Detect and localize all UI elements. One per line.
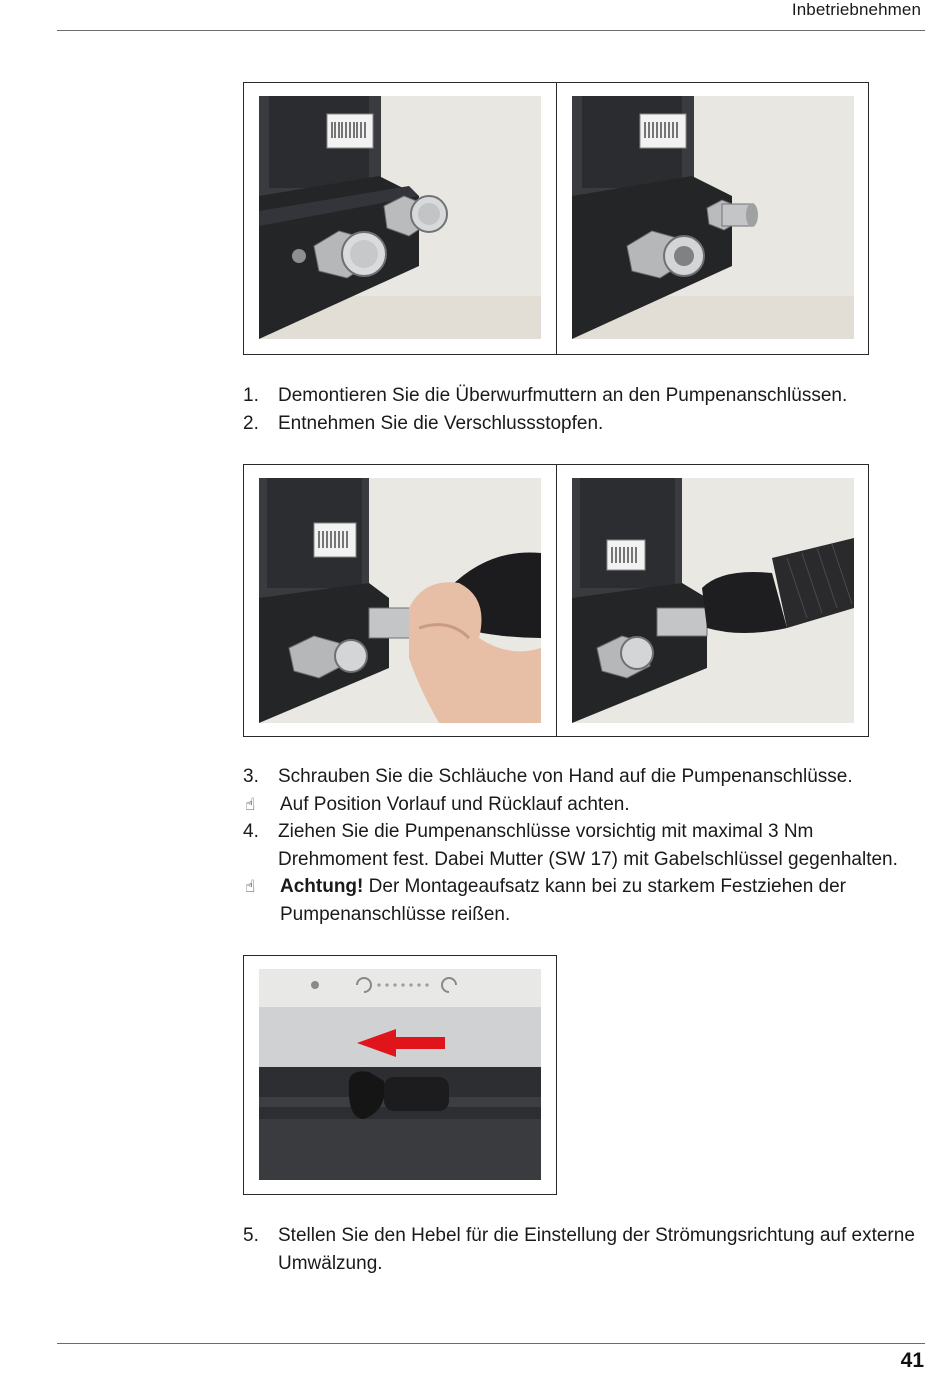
figure-2-right — [556, 465, 868, 736]
step-number: 1. — [243, 385, 259, 406]
figure-2-left — [244, 465, 556, 736]
step-text-line-1: Stellen Sie den Hebel für die Einstellung der Strömungsrichtung auf externe — [278, 1225, 915, 1246]
steps-block-3 — [243, 1222, 923, 1277]
photo-hose-hand-screw — [259, 478, 541, 723]
warning-label: Achtung! — [280, 876, 364, 897]
step-number: 2. — [243, 412, 259, 434]
figure-2 — [243, 464, 869, 737]
step-text: Entnehmen Sie die Verschlussstopfen. — [278, 412, 604, 434]
photo-hose-attached — [572, 478, 854, 723]
figure-3 — [243, 955, 557, 1195]
step-number: 4. — [243, 821, 259, 842]
step-1 — [243, 382, 923, 410]
page-header-title: Inbetriebnehmen — [791, 0, 921, 19]
step-number: 3. — [243, 766, 259, 787]
pointing-hand-icon: ☝ — [245, 877, 256, 896]
hint-text — [280, 873, 923, 928]
step-text-line-2: Drehmoment fest. Dabei Mutter (SW 17) mit Gabelschlüssel gegenhalten. — [278, 848, 898, 870]
header-rule — [57, 30, 925, 31]
figure-1-left — [244, 83, 556, 354]
step-text: Schrauben Sie die Schläuche von Hand auf die Pumpenanschlüsse. — [278, 766, 853, 787]
page-number: 41 — [900, 1349, 924, 1372]
step-text-line-1: Ziehen Sie die Pumpenanschlüsse vorsichtig mit maximal 3 Nm — [278, 821, 814, 842]
photo-caps-mounted — [259, 96, 541, 339]
step-text-line-2: Umwälzung. — [278, 1252, 383, 1274]
pointing-hand-icon: ☝ — [245, 794, 256, 814]
hint-2 — [243, 873, 923, 928]
step-4 — [243, 818, 923, 873]
figure-1-right — [556, 83, 868, 354]
step-text — [278, 1222, 923, 1277]
step-3 — [243, 763, 923, 791]
hint-1 — [243, 791, 923, 819]
step-5 — [243, 1222, 923, 1277]
photo-lever-arrow — [259, 969, 541, 1180]
photo-caps-removed — [572, 96, 854, 339]
figure-1 — [243, 82, 869, 355]
hint-text-line-1: Der Montageaufsatz kann bei zu starkem Festziehen der — [363, 876, 847, 897]
step-text: Demontieren Sie die Überwurfmuttern an den Pumpenanschlüssen. — [278, 385, 848, 406]
footer-rule — [57, 1343, 925, 1344]
figure-3-cell — [244, 956, 556, 1194]
hint-text-line-2: Pumpenanschlüsse reißen. — [280, 903, 511, 925]
step-text — [278, 818, 923, 873]
step-number: 5. — [243, 1225, 259, 1246]
steps-block-1 — [243, 382, 923, 437]
steps-block-2 — [243, 763, 923, 928]
step-2 — [243, 410, 923, 438]
hint-text: Auf Position Vorlauf und Rücklauf achten. — [280, 793, 630, 815]
